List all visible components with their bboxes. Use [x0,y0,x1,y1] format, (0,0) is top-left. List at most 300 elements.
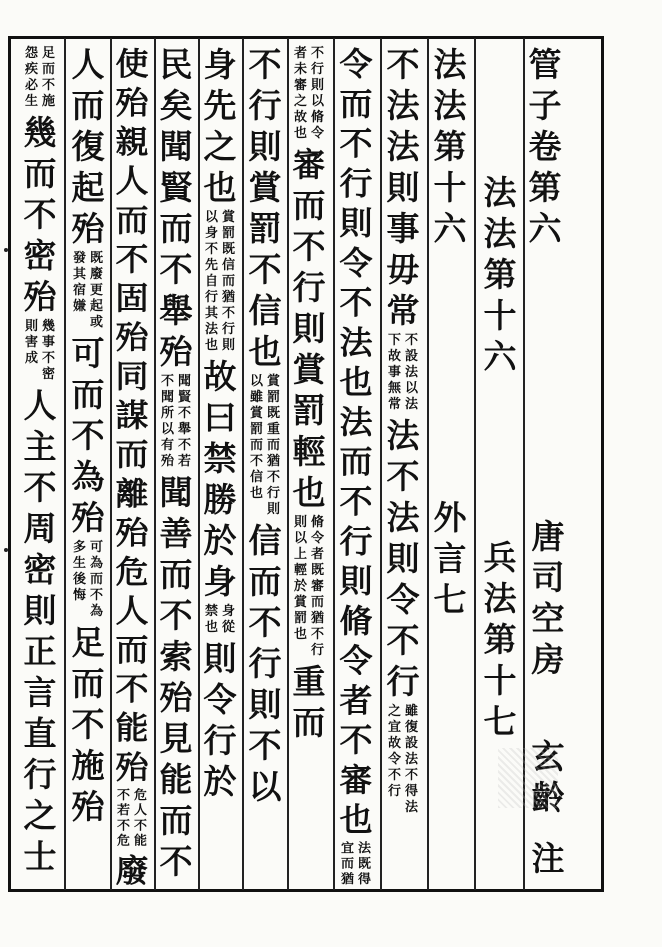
small-glyph: 而 [249,438,263,453]
glyph: 令 [339,243,373,282]
glyph: 廢 [115,852,149,890]
small-glyph: 幾 [41,319,55,334]
small-glyph: 脩 [310,515,324,530]
glyph: 子 [528,86,562,125]
glyph: 法 [483,579,517,618]
glyph: 不 [386,621,420,660]
glyph: 不 [23,468,57,507]
glyph: 六 [483,337,517,376]
glyph: 而 [159,209,193,248]
commentary-subcolumn [221,210,236,354]
main-text [159,44,193,372]
glyph: 而 [339,84,373,123]
glyph: 審 [339,760,373,799]
glyph: 曰 [203,398,237,437]
glyph: 施 [71,746,105,785]
glyph: 故 [203,357,237,396]
glyph: 使 [115,44,149,83]
small-glyph: 未 [293,62,307,77]
small-glyph: 信 [221,258,235,273]
small-glyph: 法 [404,752,418,767]
small-glyph: 既 [266,406,280,421]
glyph: 舉 [159,291,193,330]
glyph: 殆 [159,332,193,371]
glyph: 而 [115,201,149,239]
small-glyph: 上 [293,547,307,562]
main-text [531,838,565,879]
small-glyph: 先 [204,258,218,273]
small-glyph: 令 [387,752,401,767]
small-glyph: 所 [160,406,174,421]
commentary-subcolumn [357,841,372,888]
text-column [248,44,282,807]
small-glyph: 猶 [310,611,324,626]
small-glyph: 以 [310,94,324,109]
commentary-subcolumn [387,333,402,413]
small-glyph: 或 [89,315,103,330]
glyph: 法 [339,323,373,362]
small-glyph: 後 [72,572,86,587]
small-glyph: 害 [24,335,38,350]
glyph: 足 [71,623,105,662]
small-glyph: 重 [266,422,280,437]
small-glyph: 法 [404,397,418,412]
glyph: 法 [386,416,420,455]
small-glyph: 不 [387,768,401,783]
small-glyph: 疾 [24,62,38,77]
glyph: 密 [23,236,57,275]
glyph: 十 [433,168,467,207]
glyph: 注 [531,839,565,878]
main-text [71,333,105,538]
glyph: 不 [339,124,373,163]
small-glyph: 也 [204,338,218,353]
small-glyph: 無 [387,381,401,396]
column-rule [242,38,244,890]
small-glyph: 也 [293,126,307,141]
glyph: 十 [483,661,517,700]
small-glyph: 不 [133,818,147,834]
main-text [531,516,565,680]
glyph: 身 [203,45,237,84]
glyph: 矣 [159,86,193,125]
glyph: 人 [71,45,105,84]
small-glyph: 生 [72,556,86,571]
commentary-subcolumn [204,604,219,636]
small-glyph: 有 [160,438,174,453]
glyph: 行 [339,164,373,203]
glyph: 司 [531,558,565,597]
column-rule [110,38,112,890]
small-glyph: 信 [249,470,263,485]
glyph: 幾 [23,113,57,152]
glyph: 不 [115,670,149,708]
commentary-annotation [339,839,373,889]
glyph: 信 [248,291,282,330]
small-glyph: 之 [387,704,401,719]
glyph: 直 [23,714,57,753]
commentary-subcolumn [310,515,325,659]
small-glyph: 舉 [177,422,191,437]
glyph: 言 [23,673,57,712]
glyph: 法 [433,86,467,125]
small-glyph: 既 [357,856,371,872]
small-glyph: 賞 [221,210,235,225]
glyph: 起 [71,168,105,207]
glyph: 索 [159,637,193,676]
glyph: 危 [115,552,149,591]
small-glyph: 危 [133,788,147,803]
small-glyph: 則 [221,338,235,353]
commentary-subcolumn [404,704,419,816]
column-rule [380,38,382,890]
commentary-subcolumn [310,46,325,142]
commentary-annotation [23,44,57,112]
glyph: 不 [23,195,57,234]
glyph: 令 [339,44,373,83]
glyph: 則 [339,204,373,242]
glyph: 身 [203,562,237,601]
small-glyph: 則 [24,319,38,334]
column-rule [154,38,156,890]
small-glyph: 發 [72,251,86,266]
glyph: 人 [115,591,149,630]
small-glyph: 聞 [160,390,174,405]
small-glyph: 施 [41,94,55,109]
small-glyph: 不 [204,242,218,257]
small-glyph: 故 [387,349,401,364]
small-glyph: 怨 [24,46,38,61]
small-glyph: 者 [293,46,307,61]
commentary-subcolumn [221,604,236,636]
commentary-annotation [23,317,57,385]
text-column [23,44,57,877]
commentary-subcolumn [177,374,192,470]
glyph: 而 [159,555,193,594]
glyph: 則 [203,639,237,678]
glyph: 常 [386,291,420,330]
small-glyph: 嫌 [72,299,86,314]
small-glyph: 密 [41,367,55,382]
glyph: 於 [203,762,237,801]
small-glyph: 法 [404,800,418,815]
glyph: 而 [115,631,149,669]
glyph: 行 [23,755,57,794]
small-glyph: 設 [404,736,418,751]
glyph: 則 [248,685,282,724]
main-text [159,472,193,882]
small-glyph: 宜 [387,720,401,735]
glyph: 則 [248,127,282,166]
small-glyph: 罰 [249,422,263,437]
small-glyph: 則 [310,78,324,93]
commentary-subcolumn [293,515,308,659]
glyph: 也 [292,473,326,512]
small-glyph: 罰 [293,611,307,626]
glyph: 主 [23,427,57,466]
glyph: 法 [483,173,517,212]
small-glyph: 而 [221,274,235,289]
main-text [248,44,282,372]
small-glyph: 不 [310,46,324,61]
small-glyph: 若 [177,454,191,469]
glyph: 審 [292,145,326,184]
small-glyph: 常 [387,397,401,412]
glyph: 不 [159,250,193,289]
main-text [292,144,326,513]
glyph: 不 [339,283,373,322]
glyph: 則 [339,561,373,600]
glyph: 勝 [203,480,237,519]
commentator-column [531,512,565,879]
small-glyph: 聞 [177,374,191,389]
glyph: 不 [386,45,420,84]
library-seal-stamp [498,748,558,808]
small-glyph: 行 [310,643,324,658]
main-text [292,661,326,743]
small-glyph: 罰 [221,226,235,241]
glyph: 不 [248,726,282,765]
glyph: 賞 [248,168,282,207]
glyph: 則 [386,168,420,207]
glyph: 之 [203,127,237,166]
commentary-annotation [159,372,193,472]
main-text [248,520,282,807]
glyph: 也 [203,168,237,207]
small-glyph: 雖 [249,390,263,405]
glyph: 同 [115,357,149,395]
glyph: 以 [248,767,282,806]
commentary-subcolumn [204,210,219,354]
glyph: 殆 [71,498,105,537]
glyph: 善 [159,514,193,553]
small-glyph: 其 [204,306,218,321]
glyph: 殆 [23,277,57,316]
glyph: 士 [23,837,57,876]
main-text [483,537,517,742]
glyph: 賞 [292,350,326,389]
small-glyph: 為 [89,604,103,619]
commentary-annotation [386,331,420,415]
small-glyph: 不 [177,438,191,453]
commentary-subcolumn [266,374,281,518]
glyph: 聞 [159,127,193,166]
glyph: 能 [115,709,149,747]
glyph: 十 [483,296,517,335]
glyph: 七 [483,702,517,741]
glyph: 固 [115,279,149,317]
glyph: 聞 [159,473,193,512]
glyph: 言 [433,539,467,578]
glyph: 重 [292,662,326,701]
glyph: 第 [433,127,467,166]
small-glyph: 從 [221,620,235,635]
glyph: 信 [248,521,282,560]
glyph: 殆 [115,84,149,122]
glyph: 賢 [159,168,193,207]
small-glyph: 而 [340,856,354,872]
small-glyph: 不 [404,768,418,783]
text-column [115,44,149,890]
small-glyph: 而 [41,62,55,77]
commentary-annotation [248,372,282,520]
small-glyph: 不 [266,470,280,485]
glyph: 則 [292,309,326,348]
text-column [203,44,237,802]
glyph: 罰 [248,209,282,248]
commentary-subcolumn [89,540,104,620]
small-glyph: 不 [404,333,418,348]
glyph: 齡 [531,778,565,817]
small-glyph: 罰 [266,390,280,405]
small-glyph: 下 [387,333,401,348]
small-glyph: 不 [116,788,130,803]
small-glyph: 復 [404,720,418,735]
glyph: 令 [203,680,237,719]
small-glyph: 以 [204,210,218,225]
commentary-subcolumn [41,46,56,110]
glyph: 為 [71,457,105,496]
commentary-subcolumn [293,46,308,142]
small-glyph: 猶 [266,454,280,469]
small-glyph: 輕 [293,563,307,578]
glyph: 而 [159,801,193,840]
glyph: 第 [483,620,517,659]
small-glyph: 若 [116,803,130,818]
small-glyph: 審 [293,78,307,93]
commentary-subcolumn [340,841,355,888]
small-glyph: 成 [24,351,38,366]
glyph: 行 [292,268,326,307]
glyph: 不 [339,482,373,521]
glyph: 而 [115,435,149,473]
glyph: 不 [71,705,105,744]
glyph: 也 [248,332,282,371]
small-glyph: 不 [310,627,324,642]
small-glyph: 故 [293,110,307,125]
small-glyph: 既 [89,251,103,266]
small-glyph: 行 [204,290,218,305]
small-glyph: 人 [133,803,147,818]
text-column [386,44,420,818]
main-text [386,44,420,331]
small-glyph: 不 [41,78,55,93]
main-text [71,622,105,827]
glyph: 不 [292,227,326,266]
glyph: 行 [248,644,282,683]
small-glyph: 賞 [249,406,263,421]
glyph: 房 [531,640,565,679]
small-glyph: 足 [41,46,55,61]
small-glyph: 則 [266,502,280,517]
glyph: 不 [71,416,105,455]
commentary-subcolumn [116,788,131,849]
small-glyph: 既 [221,242,235,257]
small-glyph: 生 [24,94,38,109]
glyph: 能 [159,760,193,799]
glyph: 管 [528,45,562,84]
glyph: 法 [433,45,467,84]
small-glyph: 能 [133,834,147,849]
small-glyph: 不 [160,374,174,389]
glyph: 之 [23,796,57,835]
small-glyph: 不 [221,306,235,321]
small-glyph: 得 [357,872,371,887]
glyph: 不 [248,250,282,289]
glyph: 人 [23,386,57,425]
glyph: 脩 [339,601,373,640]
glyph: 而 [292,186,326,225]
commentary-annotation [292,513,326,661]
main-text [115,44,149,786]
small-glyph: 身 [204,226,218,241]
glyph: 外 [433,498,467,537]
glyph: 殆 [115,748,149,786]
glyph: 不 [248,603,282,642]
glyph: 不 [115,240,149,278]
glyph: 事 [386,209,420,248]
small-glyph: 設 [404,349,418,364]
small-glyph: 猶 [221,290,235,305]
commentary-subcolumn [89,251,104,331]
glyph: 七 [433,580,467,619]
small-glyph: 不 [116,818,130,834]
small-glyph: 也 [293,627,307,642]
small-glyph: 不 [249,454,263,469]
glyph: 行 [248,86,282,125]
small-glyph: 其 [72,267,86,282]
glyph: 而 [23,154,57,193]
small-glyph: 者 [310,547,324,562]
glyph: 行 [339,522,373,561]
commentary-subcolumn [160,374,175,470]
small-glyph: 禁 [204,604,218,619]
small-glyph: 得 [404,784,418,799]
small-glyph: 不 [41,351,55,366]
small-glyph: 脩 [310,110,324,125]
commentary-annotation [71,538,105,622]
glyph: 而 [292,703,326,742]
small-glyph: 悔 [72,588,86,603]
commentary-subcolumn [133,788,148,849]
commentary-subcolumn [24,46,39,110]
main-text [71,44,105,249]
main-text [386,415,420,702]
column-rule [427,38,429,890]
glyph: 民 [159,45,193,84]
main-text [483,172,517,377]
main-text [23,385,57,877]
glyph: 而 [71,664,105,703]
glyph: 人 [115,162,149,200]
glyph: 禁 [203,439,237,478]
small-glyph: 以 [160,422,174,437]
small-glyph: 令 [310,531,324,546]
small-glyph: 而 [266,438,280,453]
glyph: 而 [248,562,282,601]
glyph: 可 [71,334,105,373]
small-glyph: 賞 [266,374,280,389]
main-text [339,44,373,839]
main-text [433,44,467,249]
commentary-annotation [203,208,237,356]
main-text [23,112,57,317]
text-column [71,44,105,827]
main-text [203,44,237,208]
small-glyph: 既 [310,563,324,578]
glyph: 不 [339,721,373,759]
commentary-annotation [386,702,420,818]
